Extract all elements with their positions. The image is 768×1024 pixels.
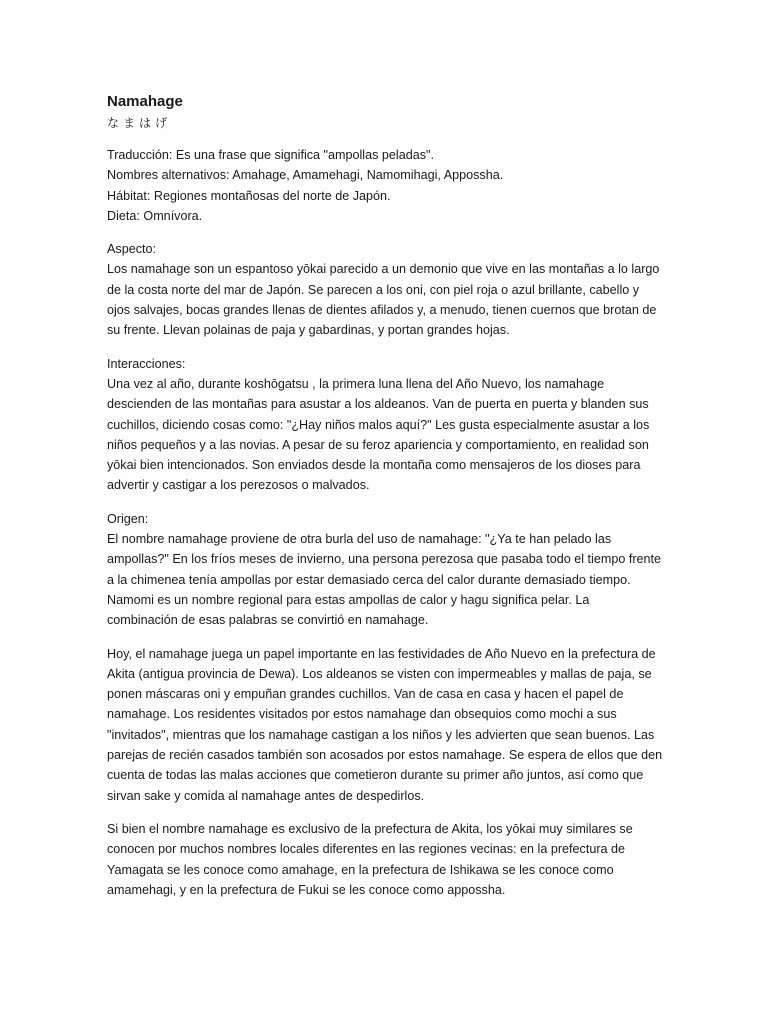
paragraph-today: Hoy, el namahage juega un papel importante en las festividades de Año Nuevo en la prefectura de Akita (antigua provincia de Dewa). Los aldeanos se visten con impermeables y mallas de paja, se ponen máscaras oni y empuñan grandes cuchillos. Van de casa en casa y hacen el papel de namahage. Los residentes visitados por estos namahage dan obsequios como mochi a sus "invitados", mientras que los namahage castigan a los niños y les advierten que sean buenos. Las parejas de recién casados también son acosados por estos namahage. Se espera de ellos que den cuenta de todas las malas acciones que cometieron durante su primer año juntos, así como que sirvan sake y comida al namahage antes de despedirlos. xyxy=(107,646,663,803)
info-block xyxy=(107,145,663,226)
section-text: El nombre namahage proviene de otra burla del uso de namahage: "¿Ya te han pelado las ampollas?" En los fríos meses de invierno, una persona perezosa que pasaba todo el tiempo frente a la chimenea tenía ampollas por estar demasiado cerca del calor durante demasiado tiempo. Namomi es un nombre regional para estas ampollas de calor y hagu significa pelar. La combinación de esas palabras se convirtió en namahage. xyxy=(107,532,662,628)
paragraph-regional-names: Si bien el nombre namahage es exclusivo de la prefectura de Akita, los yōkai muy similares se conocen por muchos nombres locales diferentes en las regiones vecinas: en la prefectura de Yamagata se les conoce como amahage, en la prefectura de Ishikawa se les conoce como amamehagi, y en la prefectura de Fukui se les conoce como appossha. xyxy=(107,821,633,897)
document-title: Namahage xyxy=(107,93,183,110)
section-aspecto xyxy=(107,239,663,340)
section-origen xyxy=(107,509,663,631)
section-heading: Interacciones: xyxy=(107,356,186,371)
info-translation: Traducción: Es una frase que significa "ampollas peladas". xyxy=(107,148,434,162)
section-heading: Aspecto: xyxy=(107,242,157,257)
info-alternative-names: Nombres alternativos: Amahage, Amamehagi, Namomihagi, Appossha. xyxy=(107,168,504,183)
info-diet: Dieta: Omnívora. xyxy=(107,208,203,223)
info-habitat: Hábitat: Regiones montañosas del norte de Japón. xyxy=(107,188,391,203)
section-heading: Origen: xyxy=(107,511,149,526)
section-text: Los namahage son un espantoso yōkai parecido a un demonio que vive en las montañas a lo largo de la costa norte del mar de Japón. Se parecen a los oni, con piel roja o azul brillante, cabello y ojos salvajes, bocas grandes llenas de dientes afilados y, a menudo, tienen cuernos que brotan de su frente. Llevan polainas de paja y gabardinas, y portan grandes hojas. xyxy=(107,262,660,338)
section-text: Una vez al año, durante koshōgatsu , la primera luna llena del Año Nuevo, los namahage descienden de las montañas para asustar a los aldeanos. Van de puerta en puerta y blanden sus cuchillos, diciendo cosas como: "¿Hay niños malos aquí?" Les gusta especialmente asustar a los niños pequeños y a las novias. A pesar de su feroz apariencia y comportamiento, en realidad son yōkai bien intencionados. Son enviados desde la montaña como mensajeros de los dioses para advertir y castigar a los perezosos o malvados. xyxy=(107,376,650,493)
document-page xyxy=(107,92,663,900)
japanese-title: なまはげ xyxy=(107,116,172,130)
section-interacciones xyxy=(107,354,663,496)
